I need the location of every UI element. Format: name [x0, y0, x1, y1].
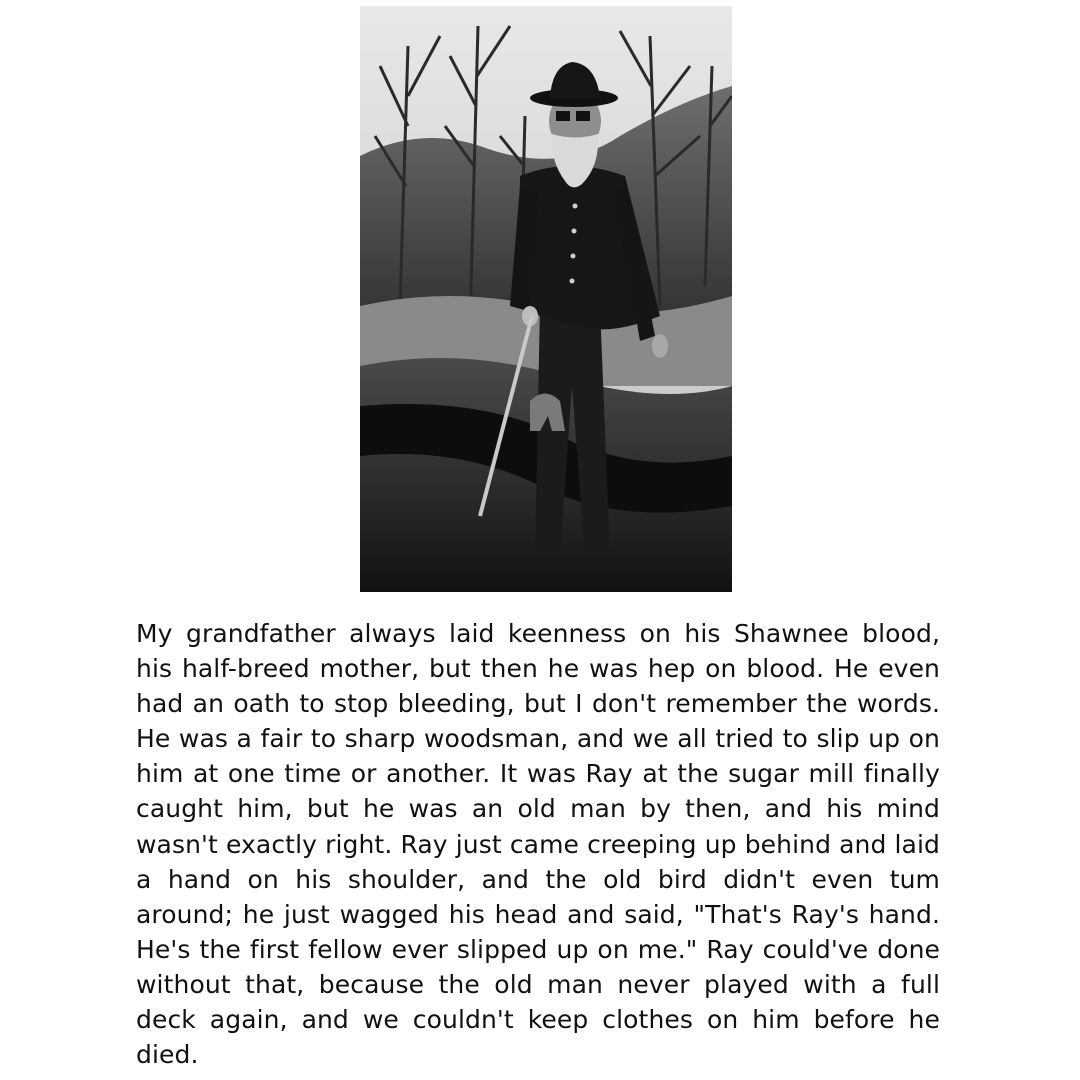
caption-paragraph: My grandfather always laid keenness on his Shawnee blood, his half-breed mother, but then he was hep on blood. He even had an oath to stop bleeding, but I don't remember the words. He was a fair to sharp woodsman, and we all tried to slip up on him at one time or another. It was Ray at the sugar mill finally caught him, but he was an old man by then, and his mind wasn't exactly right. Ray just came creeping up behind and laid a hand on his shoulder, and the old bird didn't even tum around; he just wagged his head and said, "That's Ray's hand. He's the first fellow ever slipped up on me." Ray could've done without that, because the old man never played with a full deck again, and we couldn't keep clothes on him before he died.: [136, 619, 940, 1070]
portrait-photo-illustration: [360, 6, 732, 592]
portrait-photo: [360, 6, 732, 592]
